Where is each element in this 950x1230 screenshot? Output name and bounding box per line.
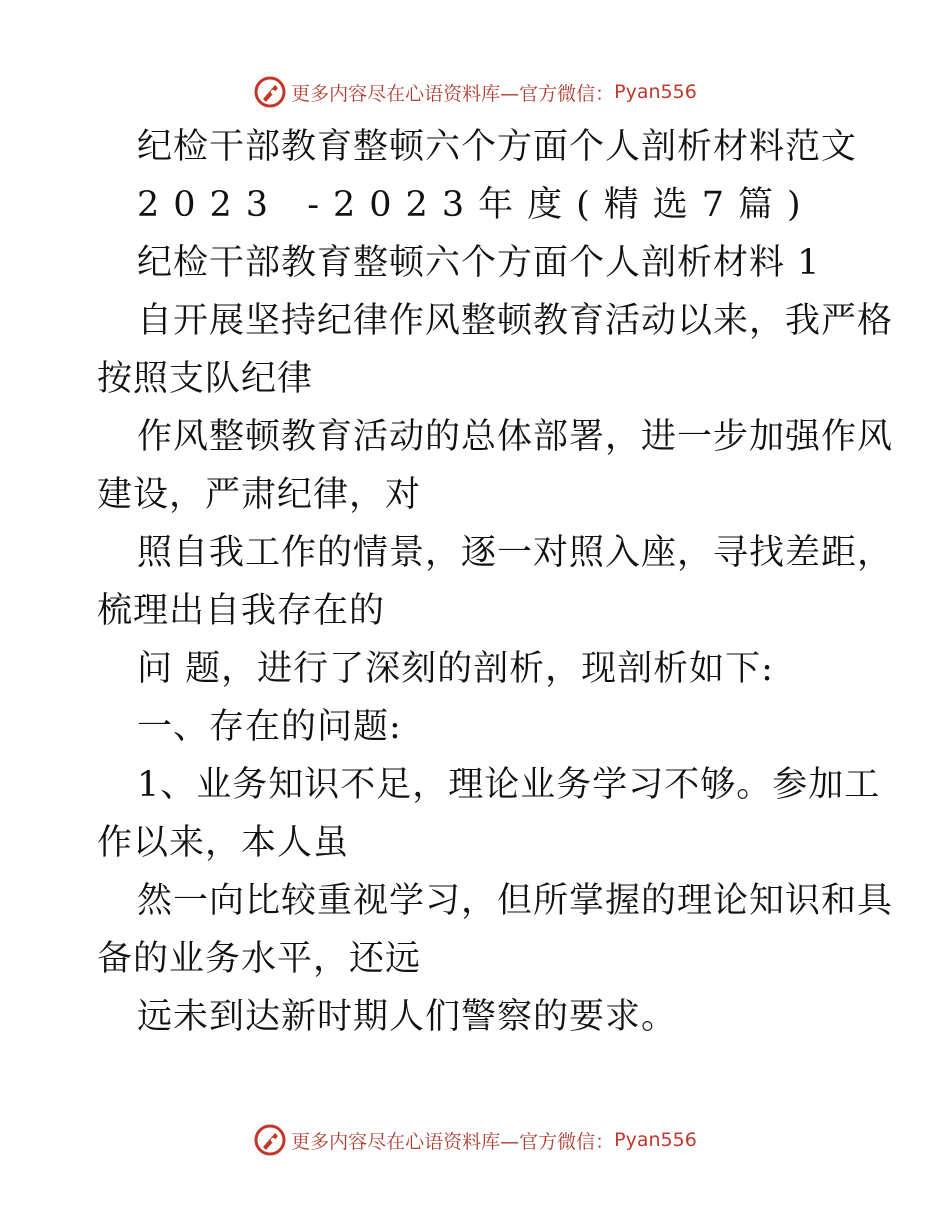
paragraph-line: 按照支队纪律 <box>97 359 314 399</box>
paragraph-line: 作风整顿教育活动的总体部署，进一步加强作风 <box>137 417 894 457</box>
paragraph-line: 然一向比较重视学习，但所掌握的理论知识和具 <box>137 881 894 921</box>
watermark-site-text: 更多内容尽在心语资料库—官方微信： <box>291 1130 615 1153</box>
paragraph-line: 自开展坚持纪律作风整顿教育活动以来，我严格 <box>137 301 894 341</box>
header-watermark <box>0 70 950 114</box>
list-heading: 一、存在的问题: <box>137 707 402 747</box>
watermark-site-text: 更多内容尽在心语资料库—官方微信： <box>291 82 615 105</box>
document-title-line1: 纪检干部教育整顿六个方面个人剖析材料范文 <box>137 127 858 167</box>
paragraph-line: 建设，严肃纪律，对 <box>97 475 422 515</box>
document-title-line2: 2023 -2023年度(精选7篇) <box>137 185 815 225</box>
paragraph-line: 梳理出自我存在的 <box>97 591 386 631</box>
paragraph-line: 问 题，进行了深刻的剖析，现剖析如下: <box>137 649 774 689</box>
paragraph-line: 备的业务水平，还远 <box>97 939 422 979</box>
paragraph-line: 远未到达新时期人们警察的要求。 <box>137 997 678 1037</box>
watermark-handle: Pyan556 <box>614 1129 697 1151</box>
paragraph-line: 1、业务知识不足，理论业务学习不够。参加工 <box>137 765 881 805</box>
section-heading: 纪检干部教育整顿六个方面个人剖析材料 1 <box>137 243 821 283</box>
pen-nib-logo-icon <box>253 1123 287 1157</box>
watermark-handle: Pyan556 <box>614 81 697 103</box>
paragraph-line: 作以来，本人虽 <box>97 823 350 863</box>
footer-watermark <box>0 1118 950 1162</box>
pen-nib-logo-icon <box>253 75 287 109</box>
document-body <box>97 118 894 1046</box>
paragraph-line: 照自我工作的情景，逐一对照入座，寻找差距， <box>137 533 894 573</box>
